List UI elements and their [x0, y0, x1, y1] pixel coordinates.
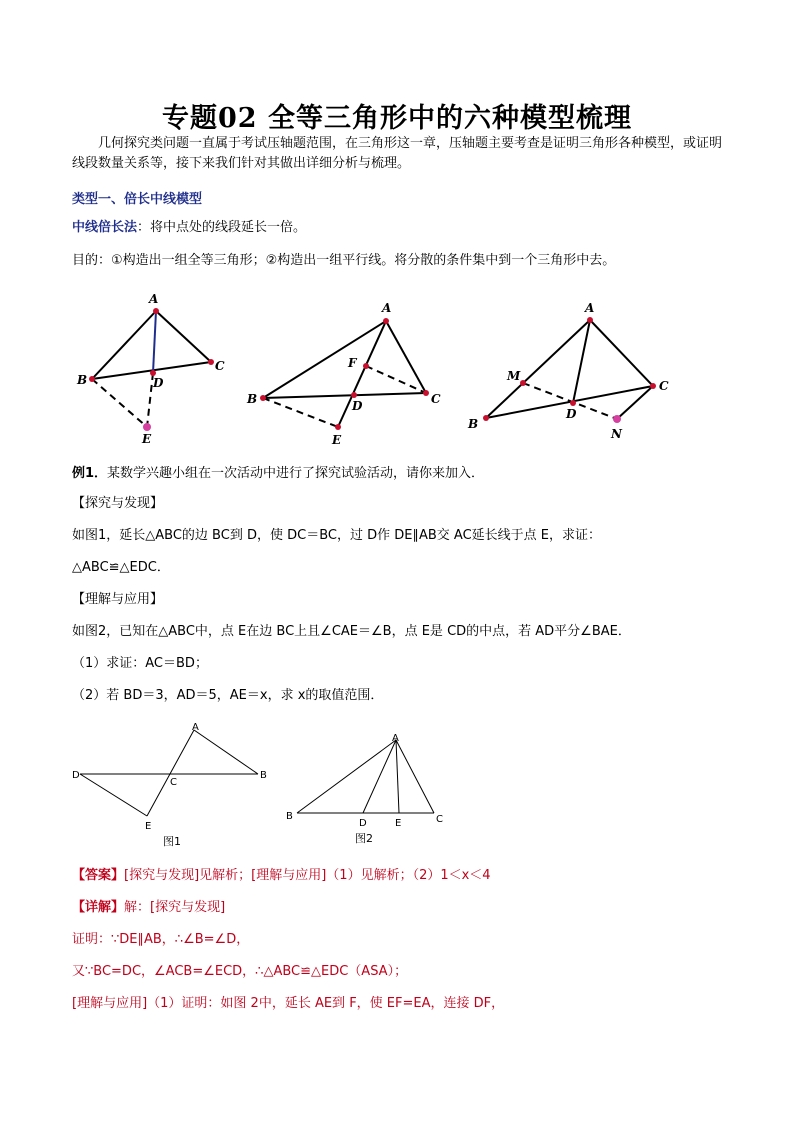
proof-line-1: 证明：∵DE∥AB，∴∠B=∠D，: [72, 932, 250, 947]
detail-line: [72, 898, 732, 918]
figure-median-3: [462, 300, 682, 445]
question-2: （2）若 BD＝3，AD＝5，AE＝x，求 x的取值范围．: [72, 688, 384, 703]
explore-heading: 【探究与发现】: [72, 496, 164, 511]
label-point: D: [566, 407, 577, 421]
label-point: N: [611, 427, 622, 441]
label-point: D: [153, 376, 164, 390]
label-point: C: [436, 814, 443, 825]
label-point: B: [468, 417, 479, 431]
figure-median-1: [74, 290, 244, 450]
example-line: [72, 464, 732, 484]
example-text: 某数学兴趣小组在一次活动中进行了探究试验活动，请你来加入．: [107, 466, 485, 481]
page-title: 专题02 全等三角形中的六种模型梳理: [162, 103, 632, 134]
label-point: B: [77, 373, 88, 387]
label-point: E: [145, 821, 152, 832]
detail-tag: 【详解】: [72, 900, 125, 915]
label-point: E: [142, 432, 152, 446]
figure-example-1: [70, 718, 270, 853]
label-point: D: [352, 399, 363, 413]
section-heading: 类型一、倍长中线模型: [72, 192, 203, 207]
purpose-line: 目的：①构造出一组全等三角形；②构造出一组平行线。将分散的条件集中到一个三角形中去。: [72, 253, 616, 268]
example-head: 例1．: [72, 466, 108, 481]
label-point: A: [585, 301, 595, 315]
figure-median-2: [245, 295, 455, 450]
method-desc: ：将中点处的线段延长一倍。: [137, 220, 307, 235]
method-term: 中线倍长法: [72, 220, 138, 235]
figure-caption-2: 图2: [355, 832, 373, 845]
proof-line-2: 又∵BC=DC，∠ACB=∠ECD，∴△ABC≌△EDC（ASA）；: [72, 964, 408, 979]
label-point: A: [382, 301, 392, 315]
apply-heading: 【理解与应用】: [72, 592, 164, 607]
intro-paragraph: 几何探究类问题一直属于考试压轴题范围，在三角形这一章，压轴题主要考查是证明三角形各种模型，或证明线段数量关系等，接下来我们针对其做出详细分析与梳理。: [72, 136, 723, 171]
label-point: B: [247, 392, 258, 406]
label-point: C: [431, 392, 441, 406]
figure-example-2: [280, 728, 450, 853]
label-point: D: [72, 770, 80, 781]
label-point: C: [659, 379, 669, 393]
apply-text: 如图2，已知在△ABC中，点 E在边 BC上且∠CAE＝∠B，点 E是 CD的中点，若 AD平分∠BAE．: [72, 624, 631, 639]
proof-line-3: [理解与应用]（1）证明：如图 2中，延长 AE到 F，使 EF=EA，连接 DF，: [72, 996, 505, 1011]
answer-tag: 【答案】: [72, 868, 125, 883]
label-point: C: [170, 777, 177, 788]
label-point: M: [507, 369, 521, 383]
question-1: （1）求证：AC＝BD；: [72, 656, 208, 671]
label-point: E: [332, 433, 342, 447]
explore-text-1: 如图1，延长△ABC的边 BC到 D，使 DC＝BC，过 D作 DE∥AB交 AC延长线于点 E，求证：: [72, 528, 601, 543]
detail-text: 解：[探究与发现]: [124, 900, 226, 915]
label-point: B: [260, 770, 267, 781]
label-point: D: [359, 818, 367, 829]
label-point: C: [215, 359, 225, 373]
label-point: A: [149, 292, 159, 306]
answer-line: [72, 866, 732, 886]
answer-text: [探究与发现]见解析；[理解与应用]（1）见解析；（2）1＜x＜4: [124, 868, 491, 883]
label-point: A: [392, 733, 399, 744]
label-point: A: [192, 722, 199, 733]
explore-text-2: △ABC≌△EDC．: [72, 560, 170, 575]
method-line: [72, 218, 732, 238]
label-point: B: [286, 811, 293, 822]
label-point: F: [348, 356, 357, 370]
figure-caption-1: 图1: [163, 835, 181, 848]
label-point: E: [395, 818, 402, 829]
